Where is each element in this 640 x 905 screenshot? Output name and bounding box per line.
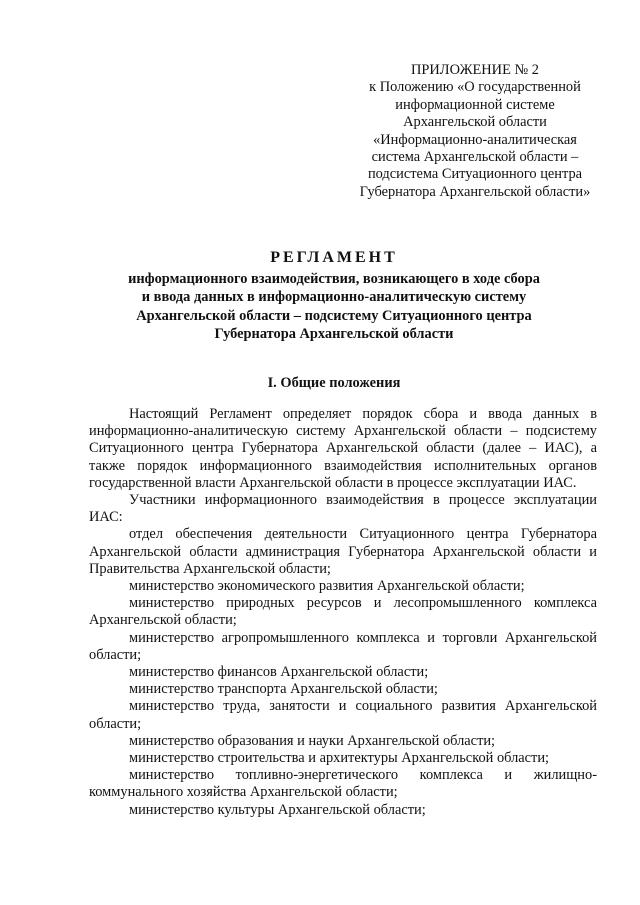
appendix-block xyxy=(330,62,620,201)
list-item: министерство финансов Архангельской области; xyxy=(129,664,429,681)
appendix-line: подсистема Ситуационного центра xyxy=(367,166,583,183)
list-item: министерство культуры Архангельской области; xyxy=(129,801,426,818)
list-item: министерство экономического развития Архангельской области; xyxy=(129,578,525,595)
title-main: РЕГЛАМЕНТ xyxy=(270,249,398,266)
document-title xyxy=(60,248,608,344)
list-item: министерство агропромышленного комплекса и торговли Архангельской области; xyxy=(89,629,597,663)
list-item: министерство строительства и архитектуры Архангельской области; xyxy=(129,750,550,767)
appendix-line: к Положению «О государственной xyxy=(369,79,581,96)
list-item: министерство природных ресурсов и лесопромышленного комплекса Архангельской области; xyxy=(89,595,597,629)
appendix-line: «Информационно-аналитическая xyxy=(373,131,577,148)
appendix-line: Архангельской области xyxy=(403,114,547,131)
list-item: министерство транспорта Архангельской области; xyxy=(129,681,438,698)
title-line: Губернатора Архангельской области xyxy=(214,326,454,343)
paragraph: Участники информационного взаимодействия в процессе эксплуатации ИАС: xyxy=(89,492,597,526)
title-line: Архангельской области – подсистему Ситуационного центра xyxy=(136,307,532,324)
appendix-line: Губернатора Архангельской области» xyxy=(359,183,591,200)
appendix-number: ПРИЛОЖЕНИЕ № 2 xyxy=(411,62,539,78)
title-line: информационного взаимодействия, возникающего в ходе сбора xyxy=(128,271,540,287)
appendix-line: информационной системе xyxy=(395,96,555,113)
body-text xyxy=(89,406,597,819)
paragraph: Настоящий Регламент определяет порядок сбора и ввода данных в информационно-аналитическую систему Архангельской области – подсистему Ситуационного центра Губернатора Архангельской области (далее – ИАС), а также порядок информационного взаимодействия исполнительных органов государственной власти Архангельской области в процессе эксплуатации ИАС. xyxy=(89,406,597,491)
appendix-line: система Архангельской области – xyxy=(371,149,579,166)
list-item: министерство образования и науки Архангельской области; xyxy=(129,732,496,749)
section-heading: I. Общие положения xyxy=(267,375,401,391)
list-item: министерство труда, занятости и социального развития Архангельской области; xyxy=(89,698,597,732)
list-item: отдел обеспечения деятельности Ситуационного центра Губернатора Архангельской области администрация Губернатора Архангельской области и Правительства Архангельской области; xyxy=(89,526,597,577)
list-item: министерство топливно-энергетического комплекса и жилищно-коммунального хозяйства Архангельской области; xyxy=(89,767,597,801)
title-line: и ввода данных в информационно-аналитическую систему xyxy=(141,289,527,306)
